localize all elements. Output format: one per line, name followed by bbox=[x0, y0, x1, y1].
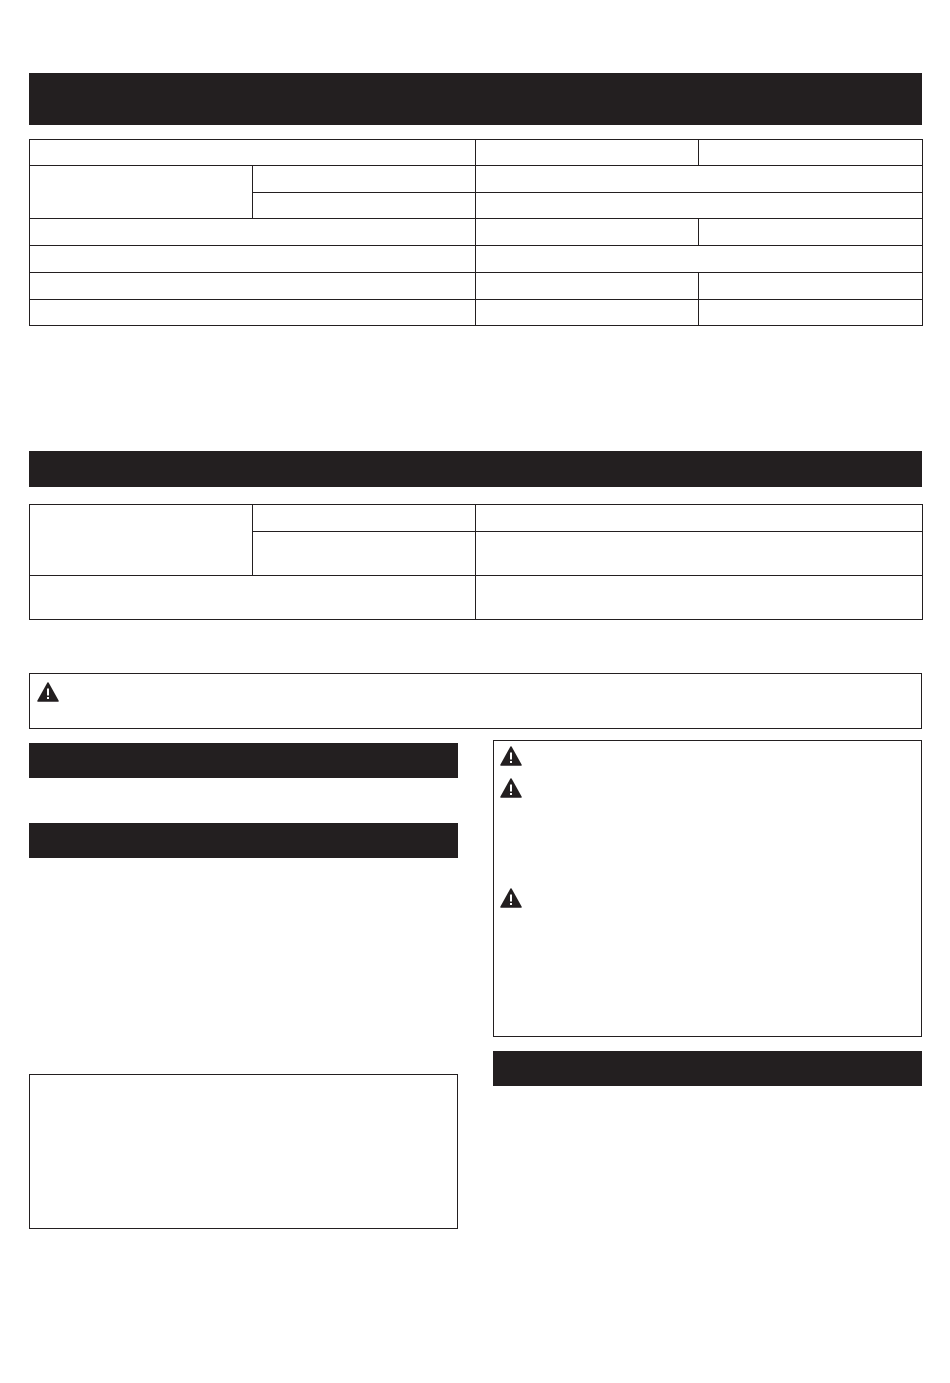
warnings-box bbox=[493, 740, 922, 1037]
table-cell-group bbox=[30, 505, 253, 576]
table-cell-value bbox=[476, 273, 699, 300]
table-cell-value bbox=[476, 505, 923, 532]
section-header-bar-b bbox=[29, 823, 458, 858]
warning-triangle-icon bbox=[500, 888, 522, 908]
table-cell-group bbox=[30, 166, 253, 219]
table-cell-value bbox=[699, 273, 923, 300]
table-row bbox=[30, 300, 923, 326]
table-row bbox=[30, 576, 923, 620]
table-row bbox=[30, 273, 923, 300]
table-cell-value bbox=[699, 300, 923, 326]
table-row bbox=[30, 219, 923, 246]
table-cell-value bbox=[476, 193, 923, 219]
table-cell-label bbox=[30, 576, 476, 620]
table-row bbox=[30, 246, 923, 273]
section-header-bar-2 bbox=[29, 451, 922, 487]
general-warning-box bbox=[29, 673, 922, 729]
table-cell-value bbox=[476, 246, 923, 273]
table-row bbox=[30, 166, 923, 193]
section-header-bar-a bbox=[29, 743, 458, 778]
table-cell-value bbox=[699, 140, 923, 166]
table-cell-label bbox=[253, 193, 476, 219]
table-cell-value bbox=[699, 219, 923, 246]
table-cell-value bbox=[476, 140, 699, 166]
table-cell-value bbox=[476, 219, 699, 246]
table-cell-label bbox=[253, 166, 476, 193]
table-cell-label bbox=[30, 246, 476, 273]
table-cell-label bbox=[30, 219, 476, 246]
table-row bbox=[30, 505, 923, 532]
specifications-table bbox=[29, 139, 923, 326]
table-cell-label bbox=[30, 273, 476, 300]
table-cell-value bbox=[476, 166, 923, 193]
table-cell-value bbox=[476, 300, 699, 326]
table-cell-label bbox=[30, 300, 476, 326]
section-header-bar-c bbox=[493, 1051, 922, 1086]
section-header-bar-specifications bbox=[29, 73, 922, 125]
table-row bbox=[30, 140, 923, 166]
table-cell-label bbox=[30, 140, 476, 166]
warning-triangle-icon bbox=[37, 682, 59, 702]
note-box bbox=[29, 1074, 458, 1229]
table-cell-value bbox=[476, 532, 923, 576]
table-cell-label bbox=[253, 505, 476, 532]
warning-triangle-icon bbox=[500, 778, 522, 798]
table-cell-value bbox=[476, 576, 923, 620]
section2-table bbox=[29, 504, 923, 620]
warning-triangle-icon bbox=[500, 746, 522, 766]
table-cell-label bbox=[253, 532, 476, 576]
